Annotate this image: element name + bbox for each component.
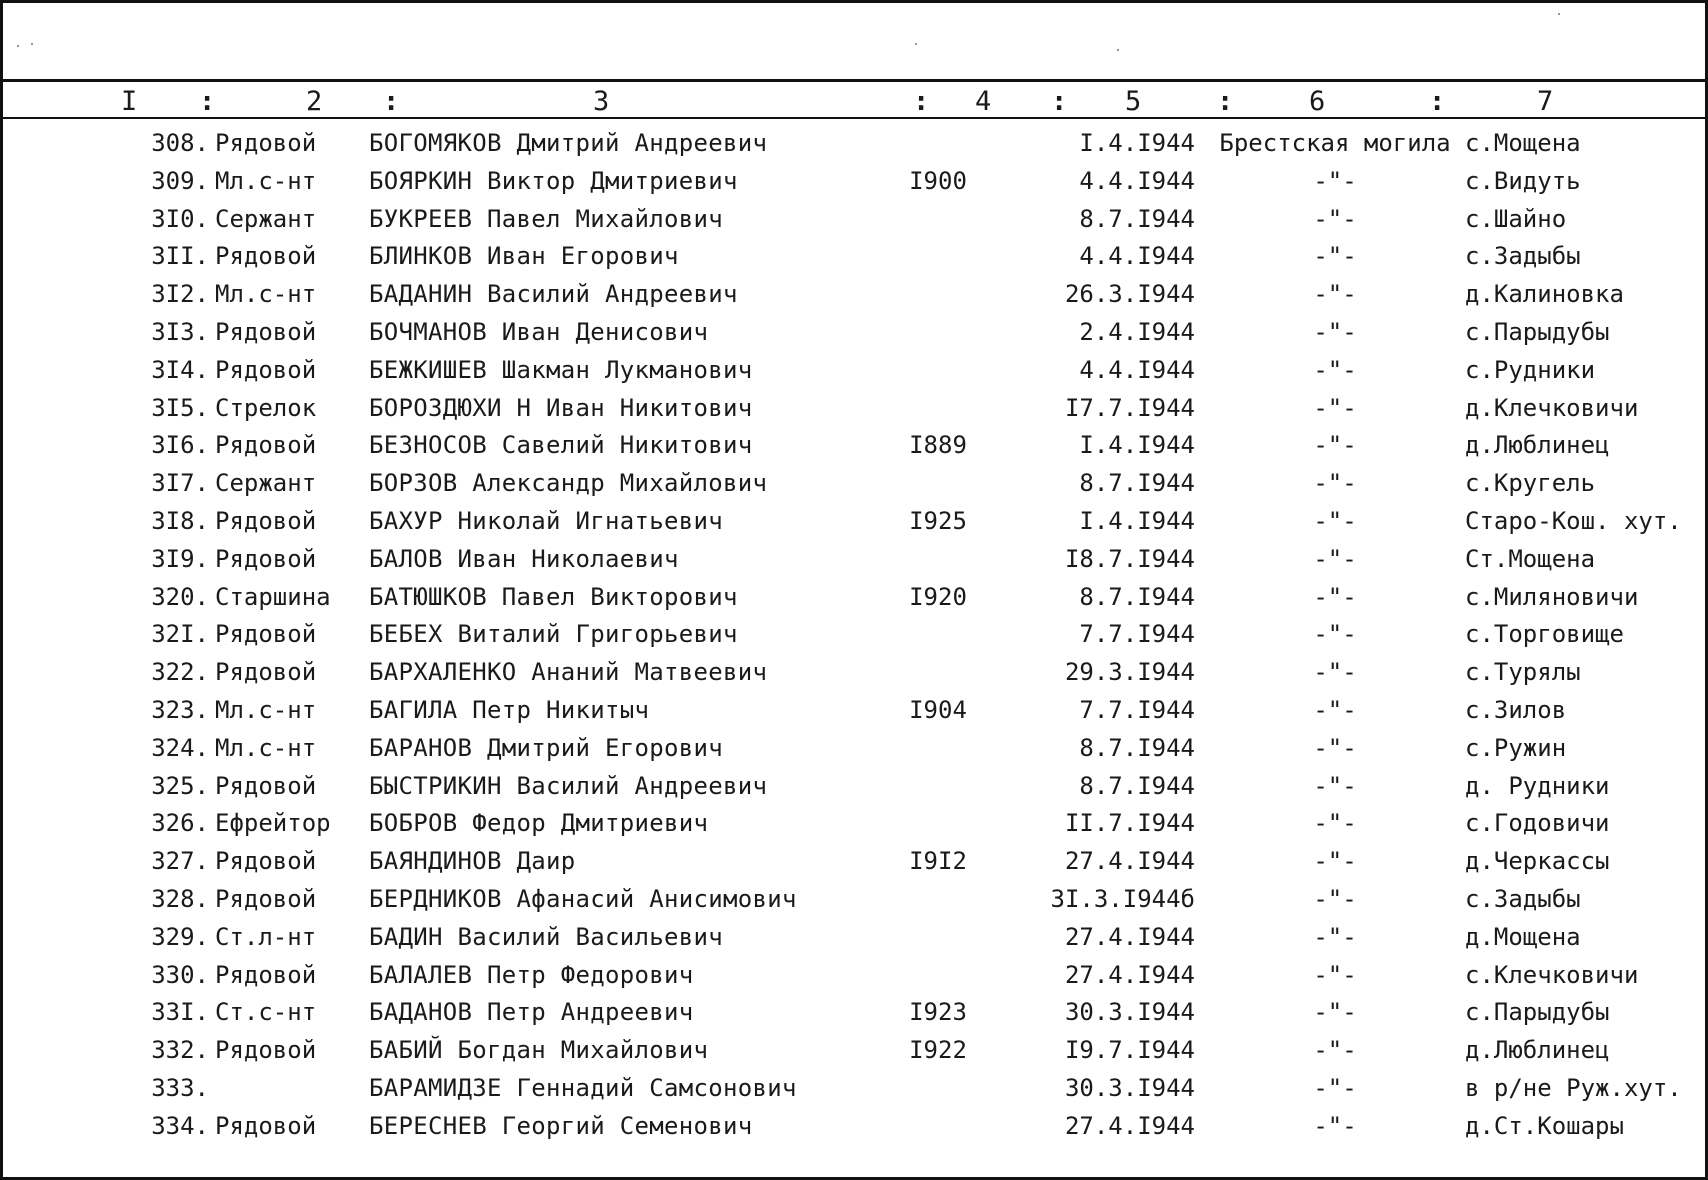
table-row (3, 201, 1705, 239)
row-number: 326. (151, 809, 209, 838)
full-name: БАРАНОВ Дмитрий Егорович (369, 733, 723, 762)
death-date: 27.4.I944 (1064, 847, 1195, 876)
military-rank: Ст.л-нт (215, 922, 317, 951)
burial-place: д.Калиновка (1465, 280, 1624, 309)
row-number: 3I6. (151, 431, 209, 460)
burial-place: с.Клечковичи (1465, 960, 1639, 989)
burial-place: с.Парыдубы (1465, 317, 1610, 346)
military-rank: Рядовой (215, 658, 317, 687)
column-header-6: 6 (1309, 86, 1327, 117)
column-header-5: 5 (1125, 86, 1143, 117)
scan-speck (1117, 49, 1119, 51)
full-name: БЫСТРИКИН Василий Андреевич (369, 771, 768, 800)
table-row (3, 616, 1705, 654)
death-date: 8.7.I944 (1079, 733, 1195, 762)
table-row (3, 238, 1705, 276)
column-separator: : (199, 86, 217, 117)
row-number: 309. (151, 166, 209, 195)
table-row (3, 768, 1705, 806)
burial-place: с.Видуть (1465, 166, 1581, 195)
full-name: БОЯРКИН Виктор Дмитриевич (369, 166, 738, 195)
table-row (3, 919, 1705, 957)
burial-place: с.Турялы (1465, 658, 1581, 687)
burial-site: -"- (1313, 506, 1357, 535)
column-header-2: 2 (306, 86, 324, 117)
birth-year: I923 (909, 998, 967, 1027)
row-number: 332. (151, 1036, 209, 1065)
header-top-rule (3, 79, 1705, 82)
full-name: БЕЗНОСОВ Савелий Никитович (369, 431, 753, 460)
burial-place: с.Задыбы (1465, 242, 1581, 271)
burial-site: -"- (1313, 1036, 1357, 1065)
death-date: 27.4.I944 (1064, 1111, 1195, 1140)
birth-year: I9I2 (909, 847, 967, 876)
burial-site: -"- (1313, 658, 1357, 687)
death-date: 4.4.I944 (1079, 166, 1195, 195)
burial-site: -"- (1313, 393, 1357, 422)
burial-site: -"- (1313, 695, 1357, 724)
military-rank: Рядовой (215, 431, 317, 460)
death-date: 8.7.I944 (1079, 582, 1195, 611)
full-name: БОБРОВ Федор Дмитриевич (369, 809, 709, 838)
table-row (3, 579, 1705, 617)
burial-site: -"- (1313, 884, 1357, 913)
column-header-7: 7 (1537, 86, 1555, 117)
military-rank: Рядовой (215, 620, 317, 649)
burial-site: -"- (1313, 771, 1357, 800)
birth-year: I889 (909, 431, 967, 460)
row-number: 3I3. (151, 317, 209, 346)
military-rank: Рядовой (215, 355, 317, 384)
death-date: 30.3.I944 (1064, 1073, 1195, 1102)
military-rank: Рядовой (215, 1111, 317, 1140)
table-row (3, 541, 1705, 579)
row-number: 329. (151, 922, 209, 951)
scan-speck (17, 45, 19, 47)
burial-place: с.Зилов (1465, 695, 1567, 724)
table-row (3, 503, 1705, 541)
row-number: 3I8. (151, 506, 209, 535)
scan-speck (31, 43, 33, 45)
burial-place: Ст.Мощена (1465, 544, 1596, 573)
full-name: БАБИЙ Богдан Михайлович (369, 1036, 709, 1065)
death-date: 26.3.I944 (1064, 280, 1195, 309)
military-rank: Рядовой (215, 129, 317, 157)
full-name: БОЧМАНОВ Иван Денисович (369, 317, 709, 346)
death-date: 8.7.I944 (1079, 204, 1195, 233)
full-name: БУКРЕЕВ Павел Михайлович (369, 204, 723, 233)
burial-site: Брестская могила (1219, 129, 1451, 157)
scan-speck (1558, 13, 1560, 15)
table-row (3, 390, 1705, 428)
full-name: БОРЗОВ Александр Михайлович (369, 469, 768, 498)
burial-site: -"- (1313, 1073, 1357, 1102)
full-name: БОГОМЯКОВ Дмитрий Андреевич (369, 129, 768, 157)
full-name: БЕРДНИКОВ Афанасий Анисимович (369, 884, 797, 913)
death-date: 3I.3.I944б (1050, 884, 1195, 913)
column-header-1: I (121, 86, 139, 117)
burial-place: д.Люблинец (1465, 1036, 1610, 1065)
burial-place: в р/не Руж.хут. (1465, 1073, 1682, 1102)
military-rank: Рядовой (215, 771, 317, 800)
military-rank: Ст.с-нт (215, 998, 317, 1027)
column-separator: : (913, 86, 931, 117)
column-separator: : (1429, 86, 1447, 117)
table-row (3, 957, 1705, 995)
table-row (3, 276, 1705, 314)
burial-place: с.Рудники (1465, 355, 1596, 384)
row-number: 33I. (151, 998, 209, 1027)
death-date: 27.4.I944 (1064, 960, 1195, 989)
military-rank: Мл.с-нт (215, 280, 317, 309)
military-rank: Рядовой (215, 847, 317, 876)
table-row (3, 352, 1705, 390)
burial-site: -"- (1313, 847, 1357, 876)
row-number: 324. (151, 733, 209, 762)
full-name: БАТЮШКОВ Павел Викторович (369, 582, 738, 611)
table-row (3, 427, 1705, 465)
military-rank: Рядовой (215, 506, 317, 535)
burial-site: -"- (1313, 355, 1357, 384)
death-date: I8.7.I944 (1064, 544, 1195, 573)
row-number: 3I9. (151, 544, 209, 573)
military-rank: Мл.с-нт (215, 166, 317, 195)
row-number: 323. (151, 695, 209, 724)
full-name: БАЛАЛЕВ Петр Федорович (369, 960, 694, 989)
column-header-4: 4 (975, 86, 993, 117)
birth-year: I925 (909, 506, 967, 535)
full-name: БАРХАЛЕНКО Ананий Матвеевич (369, 658, 768, 687)
burial-place: с.Годовичи (1465, 809, 1610, 838)
burial-site: -"- (1313, 998, 1357, 1027)
death-date: I.4.I944 (1079, 431, 1195, 460)
row-number: 334. (151, 1111, 209, 1140)
table-row (3, 465, 1705, 503)
burial-place: д.Черкассы (1465, 847, 1610, 876)
military-rank: Рядовой (215, 960, 317, 989)
burial-site: -"- (1313, 733, 1357, 762)
row-number: 3I4. (151, 355, 209, 384)
burial-place: д.Клечковичи (1465, 393, 1639, 422)
burial-site: -"- (1313, 620, 1357, 649)
burial-site: -"- (1313, 317, 1357, 346)
death-date: 8.7.I944 (1079, 469, 1195, 498)
military-rank: Сержант (215, 204, 317, 233)
death-date: 2.4.I944 (1079, 317, 1195, 346)
full-name: БАДИН Василий Васильевич (369, 922, 723, 951)
column-separator: : (1217, 86, 1235, 117)
row-number: 322. (151, 658, 209, 687)
table-row (3, 314, 1705, 352)
death-date: II.7.I944 (1064, 809, 1195, 838)
military-rank: Стрелок (215, 393, 317, 422)
row-number: 3I0. (151, 204, 209, 233)
burial-site: -"- (1313, 469, 1357, 498)
burial-place: с.Мощена (1465, 129, 1581, 157)
full-name: БАРАМИДЗЕ Геннадий Самсонович (369, 1073, 797, 1102)
table-row (3, 1032, 1705, 1070)
row-number: 32I. (151, 620, 209, 649)
burial-place: с.Шайно (1465, 204, 1567, 233)
death-date: 7.7.I944 (1079, 620, 1195, 649)
birth-year: I920 (909, 582, 967, 611)
burial-place: д.Люблинец (1465, 431, 1610, 460)
military-rank: Сержант (215, 469, 317, 498)
row-number: 328. (151, 884, 209, 913)
table-row (3, 654, 1705, 692)
row-number: 327. (151, 847, 209, 876)
table-row (3, 730, 1705, 768)
row-number: 320. (151, 582, 209, 611)
full-name: БЕРЕСНЕВ Георгий Семенович (369, 1111, 753, 1140)
death-date: I9.7.I944 (1064, 1036, 1195, 1065)
death-date: 27.4.I944 (1064, 922, 1195, 951)
row-number: 330. (151, 960, 209, 989)
military-rank: Мл.с-нт (215, 733, 317, 762)
row-number: 3I2. (151, 280, 209, 309)
burial-place: с.Парыдубы (1465, 998, 1610, 1027)
full-name: БЕЖКИШЕВ Шакман Лукманович (369, 355, 753, 384)
burial-place: с.Миляновичи (1465, 582, 1639, 611)
burial-site: -"- (1313, 280, 1357, 309)
burial-place: с.Ружин (1465, 733, 1567, 762)
row-number: 3II. (151, 242, 209, 271)
death-date: 7.7.I944 (1079, 695, 1195, 724)
burial-site: -"- (1313, 166, 1357, 195)
full-name: БАДАНИН Василий Андреевич (369, 280, 738, 309)
header-bottom-rule (3, 117, 1705, 119)
table-row (3, 805, 1705, 843)
death-date: I.4.I944 (1079, 129, 1195, 157)
burial-place: д. Рудники (1465, 771, 1610, 800)
burial-site: -"- (1313, 582, 1357, 611)
birth-year: I904 (909, 695, 967, 724)
column-separator: : (1051, 86, 1069, 117)
burial-site: -"- (1313, 922, 1357, 951)
military-rank: Рядовой (215, 884, 317, 913)
table-row (3, 163, 1705, 201)
military-rank: Ефрейтор (215, 809, 331, 838)
military-rank: Рядовой (215, 1036, 317, 1065)
full-name: БОРОЗДЮХИ Н Иван Никитович (369, 393, 753, 422)
row-number: 333. (151, 1073, 209, 1102)
death-date: 4.4.I944 (1079, 242, 1195, 271)
burial-site: -"- (1313, 242, 1357, 271)
full-name: БАЯНДИНОВ Даир (369, 847, 576, 876)
scan-speck (915, 43, 917, 45)
full-name: БЕБЕХ Виталий Григорьевич (369, 620, 738, 649)
row-number: 3I5. (151, 393, 209, 422)
table-row (3, 1070, 1705, 1108)
military-rank: Рядовой (215, 317, 317, 346)
row-number: 325. (151, 771, 209, 800)
burial-place: д.Ст.Кошары (1465, 1111, 1624, 1140)
death-date: 30.3.I944 (1064, 998, 1195, 1027)
full-name: БАЛОВ Иван Николаевич (369, 544, 679, 573)
birth-year: I922 (909, 1036, 967, 1065)
table-row (3, 1108, 1705, 1146)
burial-site: -"- (1313, 809, 1357, 838)
full-name: БАХУР Николай Игнатьевич (369, 506, 723, 535)
burial-site: -"- (1313, 1111, 1357, 1140)
death-date: 8.7.I944 (1079, 771, 1195, 800)
death-date: 4.4.I944 (1079, 355, 1195, 384)
birth-year: I900 (909, 166, 967, 195)
burial-site: -"- (1313, 544, 1357, 573)
column-separator: : (383, 86, 401, 117)
death-date: I.4.I944 (1079, 506, 1195, 535)
burial-place: с.Торговище (1465, 620, 1624, 649)
burial-place: с.Кругель (1465, 469, 1596, 498)
full-name: БАГИЛА Петр Никитыч (369, 695, 650, 724)
full-name: БЛИНКОВ Иван Егорович (369, 242, 679, 271)
burial-place: Старо-Кош. хут. (1465, 506, 1682, 535)
death-date: 29.3.I944 (1064, 658, 1195, 687)
military-rank: Старшина (215, 582, 331, 611)
row-number: 308. (151, 129, 209, 157)
burial-list (3, 125, 1705, 1146)
full-name: БАДАНОВ Петр Андреевич (369, 998, 694, 1027)
table-row (3, 994, 1705, 1032)
death-date: I7.7.I944 (1064, 393, 1195, 422)
column-header-3: 3 (593, 86, 611, 117)
burial-place: с.Задыбы (1465, 884, 1581, 913)
burial-place: д.Мощена (1465, 922, 1581, 951)
table-row (3, 881, 1705, 919)
burial-site: -"- (1313, 431, 1357, 460)
military-rank: Мл.с-нт (215, 695, 317, 724)
row-number: 3I7. (151, 469, 209, 498)
table-row (3, 692, 1705, 730)
table-row (3, 843, 1705, 881)
burial-site: -"- (1313, 204, 1357, 233)
table-row (3, 125, 1705, 163)
burial-site: -"- (1313, 960, 1357, 989)
military-rank: Рядовой (215, 242, 317, 271)
military-rank: Рядовой (215, 544, 317, 573)
